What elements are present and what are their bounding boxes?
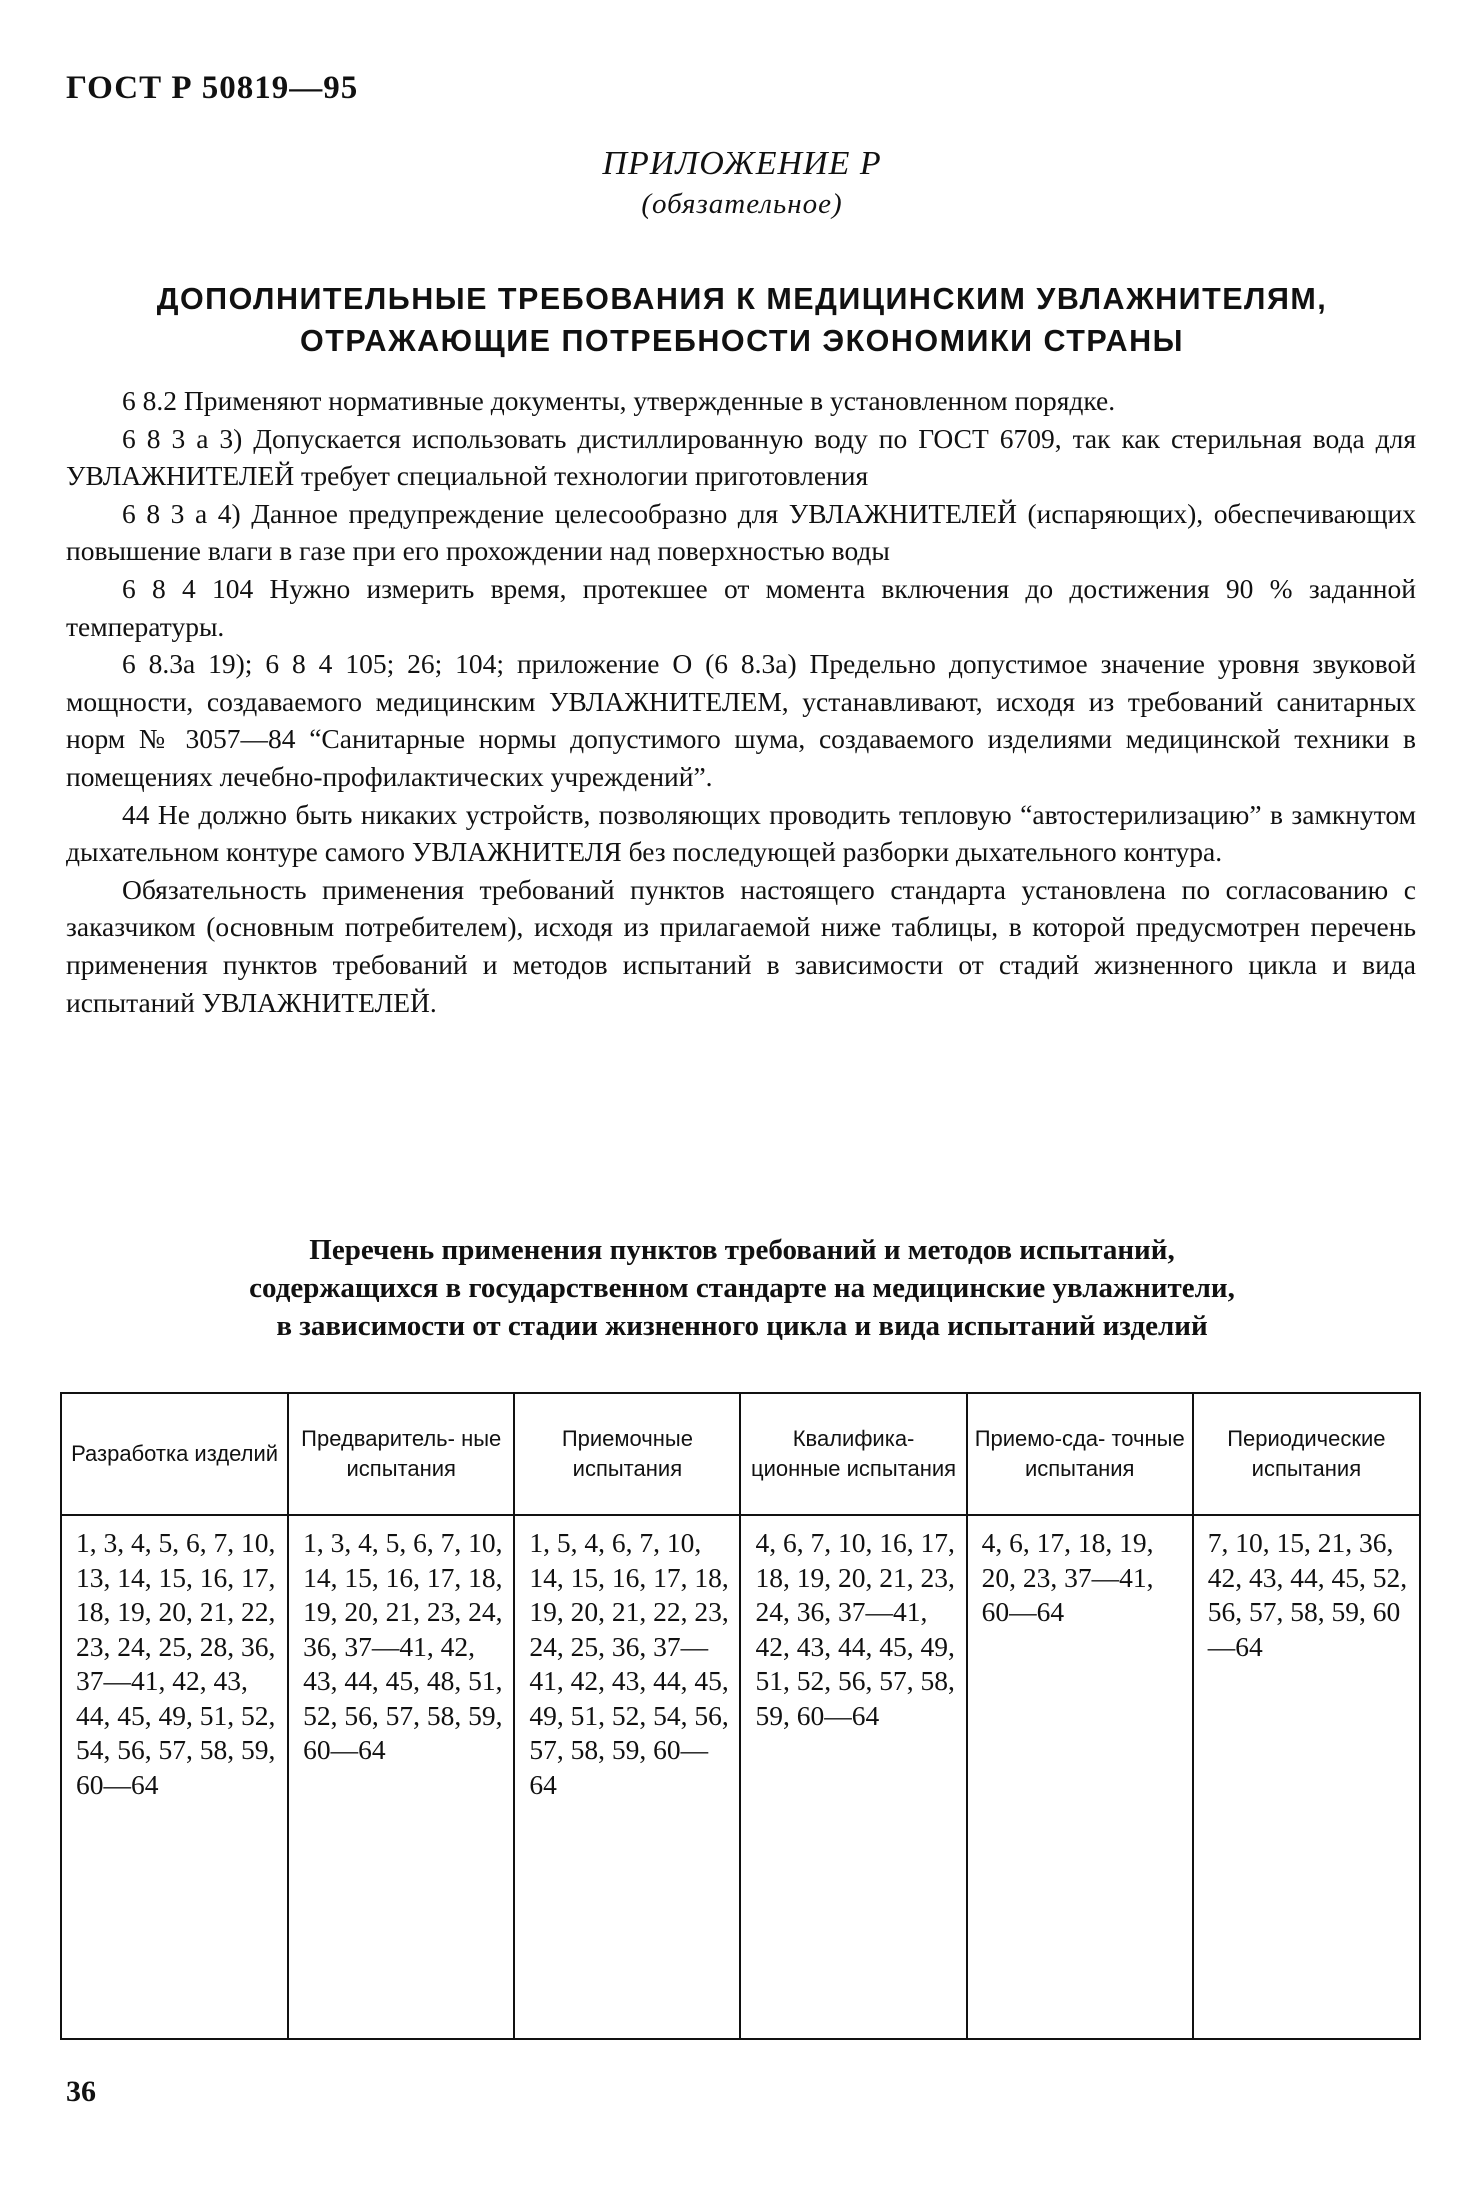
table-cell-preliminary <box>288 1515 514 2038</box>
section-title <box>60 278 1424 362</box>
table-cell-qualification <box>740 1515 966 2038</box>
cell-items: 1, 5, 4, 6, 7, 10, 14, 15, 16, 17, 18, 19, 20, 21, 22, 23, 24, 25, 36, 37—41, 42, 43, 44, 45, 49, 51, 52, 54, 56, 57, 58, 59, 60—64 <box>529 1527 729 1800</box>
table-header-row <box>62 1394 1419 1515</box>
paragraph: 6 8 4 104 Нужно измерить время, протекшее от момента включения до достижения 90 % заданной температуры. <box>66 572 1416 642</box>
cell-items: 4, 6, 7, 10, 16, 17, 18, 19, 20, 21, 23, 24, 36, 37—41, 42, 43, 44, 45, 49, 51, 52, 56, 57, 58, 59, 60—64 <box>755 1527 955 1731</box>
body-text <box>66 382 1416 1021</box>
column-header-periodic-tests: Периодические испытания <box>1193 1394 1419 1515</box>
paragraph: 6 8.3а 19); 6 8 4 105; 26; 104; приложение О (6 8.3а) Предельно допустимое значение уровня звуковой мощности, создаваемого медицинским УВЛАЖНИТЕЛЕМ, устанавливают, исходя из требований санитарных норм № 3057—84 “Санитарные нормы допустимого шума, создаваемого изделиями медицинской техники в помещениях лечебно-профилактических учреждений”. <box>66 648 1416 792</box>
table-title-line-2: содержащихся в государственном стандарте на медицинские увлажнители, <box>249 1272 1235 1304</box>
table-title <box>60 1231 1424 1345</box>
column-header-delivery-tests: Приемо-сда- точные испытания <box>967 1394 1193 1515</box>
column-header-development: Разработка изделий <box>62 1394 288 1515</box>
cell-items: 4, 6, 17, 18, 19, 20, 23, 37—41, 60—64 <box>981 1527 1154 1627</box>
table-cell-development <box>62 1515 288 2038</box>
cell-items: 1, 3, 4, 5, 6, 7, 10, 14, 15, 16, 17, 18, 19, 20, 21, 23, 24, 36, 37—41, 42, 43, 44, 45, 48, 51, 52, 56, 57, 58, 59, 60—64 <box>303 1527 503 1765</box>
table-cell-acceptance <box>514 1515 740 2038</box>
table-row <box>62 1515 1419 2038</box>
column-header-preliminary-tests: Предваритель- ные испытания <box>288 1394 514 1515</box>
table-cell-delivery <box>967 1515 1193 2038</box>
document-code: ГОСТ Р 50819—95 <box>66 70 359 106</box>
section-title-line-1: ДОПОЛНИТЕЛЬНЫЕ ТРЕБОВАНИЯ К МЕДИЦИНСКИМ УВЛАЖНИТЕЛЯМ, <box>156 282 1328 316</box>
table-title-line-3: в зависимости от стадии жизненного цикла и вида испытаний изделий <box>276 1310 1208 1342</box>
appendix-title: ПРИЛОЖЕНИЕ Р <box>602 145 882 182</box>
lifecycle-table-grid <box>62 1394 1419 2038</box>
table-cell-periodic <box>1193 1515 1419 2038</box>
cell-items: 7, 10, 15, 21, 36, 42, 43, 44, 45, 52, 56, 57, 58, 59, 60—64 <box>1207 1527 1408 1662</box>
paragraph: 6 8.2 Применяют нормативные документы, утвержденные в установленном порядке. <box>122 385 1116 416</box>
column-header-qualification-tests: Квалифика- ционные испытания <box>740 1394 966 1515</box>
page-number: 36 <box>66 2075 96 2108</box>
paragraph: 6 8 3 а 4) Данное предупреждение целесообразно для УВЛАЖНИТЕЛЕЙ (испаряющих), обеспечивающих повышение влаги в газе при его прохождении над поверхностью воды <box>66 497 1416 567</box>
paragraph: Обязательность применения требований пунктов настоящего стандарта установлена по согласованию с заказчиком (основным потребителем), исходя из прилагаемой ниже таблицы, в которой предусмотрен перечень применения пунктов требований и методов испытаний в зависимости от стадий жизненного цикла и вида испытаний УВЛАЖНИТЕЛЕЙ. <box>66 873 1416 1018</box>
cell-items: 1, 3, 4, 5, 6, 7, 10, 13, 14, 15, 16, 17, 18, 19, 20, 21, 22, 23, 24, 25, 28, 36, 37—41, 42, 43, 44, 45, 49, 51, 52, 54, 56, 57, 58, 59, 60—64 <box>76 1527 276 1800</box>
paragraph: 44 Не должно быть никаких устройств, позволяющих проводить тепловую “автостерилизацию” в замкнутом дыхательном контуре самого УВЛАЖНИТЕЛЯ без последующей разборки дыхательного контура. <box>66 798 1416 868</box>
section-title-line-2: ОТРАЖАЮЩИЕ ПОТРЕБНОСТИ ЭКОНОМИКИ СТРАНЫ <box>300 324 1184 358</box>
column-header-acceptance-tests: Приемочные испытания <box>514 1394 740 1515</box>
appendix-subtitle: (обязательное) <box>641 188 843 220</box>
table-title-line-1: Перечень применения пунктов требований и методов испытаний, <box>309 1234 1175 1266</box>
lifecycle-table <box>60 1392 1421 2040</box>
paragraph: 6 8 3 а 3) Допускается использовать дистиллированную воду по ГОСТ 6709, так как стерильная вода для УВЛАЖНИТЕЛЕЙ требует специальной технологии приготовления <box>66 422 1416 492</box>
